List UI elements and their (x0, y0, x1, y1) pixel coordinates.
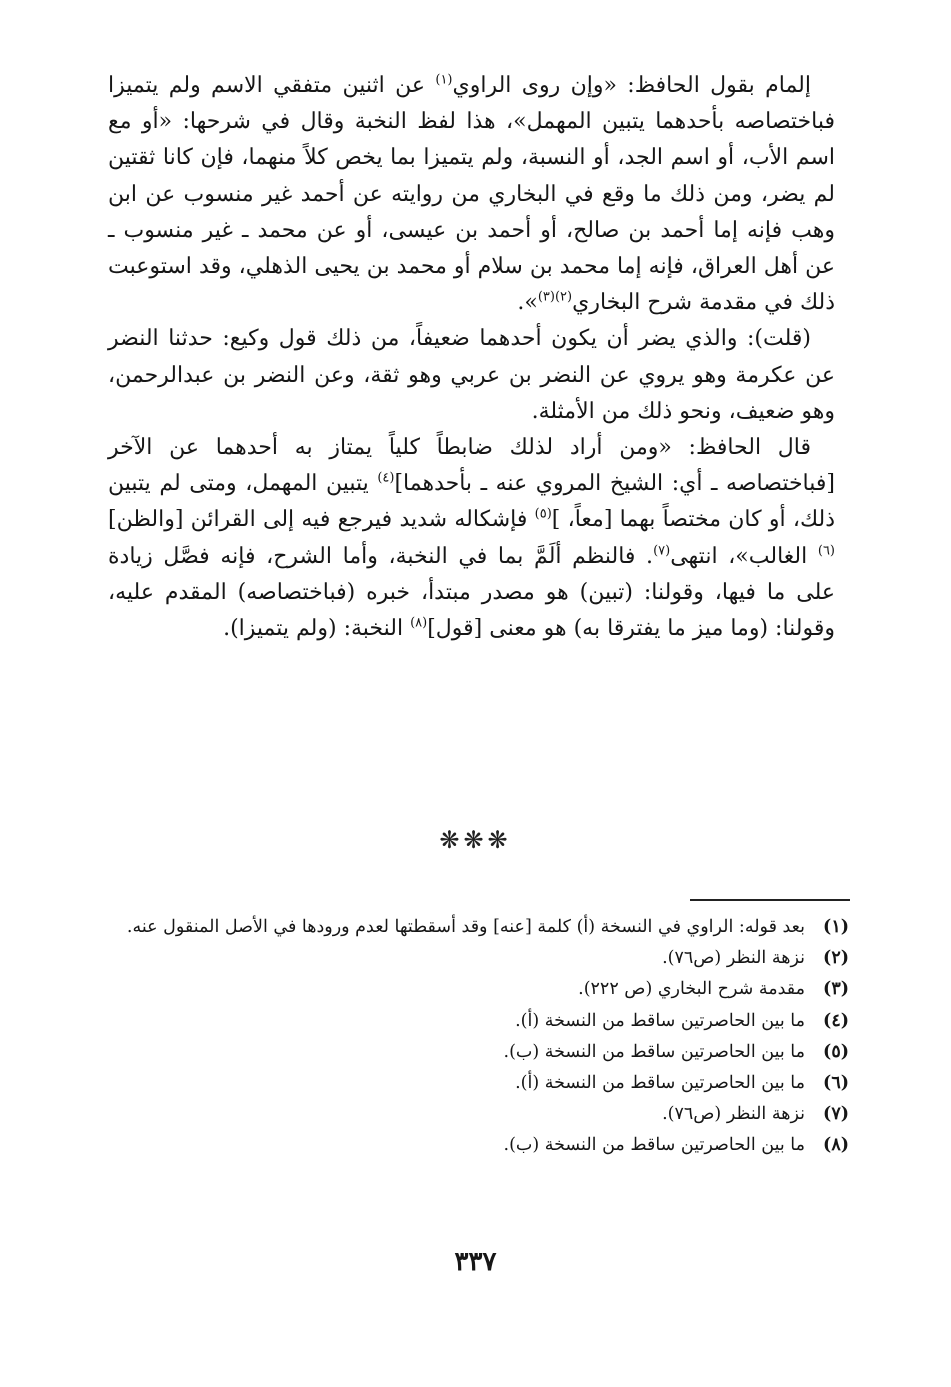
footnote-ref: (٢)(٣) (537, 289, 573, 305)
page-number: ٣٣٧ (454, 1247, 497, 1277)
footnote (104, 943, 849, 974)
main-text (108, 68, 835, 647)
footnote-text: بعد قوله: الراوي في النسخة (أ) كلمة [عنه] وقد أسقطتها لعدم ورودها في الأصل المنقول عنه. (126, 917, 805, 937)
footnote-number: (١) (823, 917, 849, 937)
footnote-ref: (٥) (534, 507, 552, 523)
footnote (104, 974, 849, 1005)
footnote-ref: (٨) (410, 615, 428, 631)
footnote-ref: (٤) (377, 470, 395, 486)
footnote-number: (٣) (823, 979, 849, 1000)
paragraph-1 (108, 68, 835, 321)
section-divider-ornament: ❋❋❋ (439, 826, 512, 854)
footnote-text: نزهة النظر (ص٧٦). (662, 1104, 805, 1125)
footnotes (104, 912, 849, 1162)
footnote-number: (٢) (823, 948, 849, 969)
footnote (104, 1130, 849, 1161)
footnote-text: ما بين الحاصرتين ساقط من النسخة (ب). (503, 1041, 805, 1062)
footnote (104, 1037, 849, 1068)
footnote (104, 1099, 849, 1130)
text-run: يتبين المهمل، ومتى لم يتبين ذلك، أو كان مختصاً بهما [معاً، ] (108, 471, 835, 533)
paragraph-3 (108, 430, 835, 647)
text-run: الغالب»، انتهى (670, 543, 818, 569)
footnote (104, 1068, 849, 1099)
text-run: إلمام بقول الحافظ: «وإن روى الراوي (452, 73, 811, 98)
footnote-number: (٦) (823, 1073, 849, 1094)
footnote-number: (٤) (823, 1010, 849, 1031)
text-run: . فالنظم ألَمَّ بما في النخبة، وأما الشرح، فإنه فصَّل زيادة على ما فيها، وقولنا: (تبين) هو مصدر مبتدأ، خبره (فباختصاصه) المقدم عليه، وقولنا: (وما ميز ما يفترقا به) هو معنى [قول] (108, 543, 835, 642)
footnote-text: ما بين الحاصرتين ساقط من النسخة (ب). (503, 1135, 805, 1156)
text-run: النخبة: (ولم يتميزا). (223, 616, 411, 642)
footnote-number: (٨) (823, 1135, 849, 1156)
text-run: ». (517, 290, 538, 316)
text-run: فإشكاله شديد فيرجع فيه إلى القرائن [والظن] (108, 507, 535, 533)
paragraph-2: (قلت): والذي يضر أن يكون أحدهما ضعيفاً، من ذلك قول وكيع: حدثنا النضر عن عكرمة وهو يروي عن النضر بن عربي وهو ثقة، وعن النضر بن عبدالرحمن، وهو ضعيف، ونحو ذلك من الأمثلة. (108, 326, 835, 424)
footnote (104, 912, 849, 943)
footnote-text: ما بين الحاصرتين ساقط من النسخة (أ). (515, 1010, 805, 1031)
footnote-number: (٥) (823, 1041, 849, 1062)
footnote-text: نزهة النظر (ص٧٦). (662, 948, 805, 969)
footnote-text: مقدمة شرح البخاري (ص ٢٢٢). (578, 979, 805, 1000)
footnote-number: (٧) (823, 1104, 849, 1125)
footnote-separator (690, 899, 850, 901)
text-run: عن اثنين متفقي الاسم ولم يتميزا فباختصاصه بأحدهما يتبين المهمل»، هذا لفظ النخبة وقال في شرحها: «أو مع اسم الأب، أو اسم الجد، أو النسبة، ولم يتميزا بما يخص كلاً منهما، فإن كانا ثقتين لم يضر، ومن ذلك ما وقع في البخاري من روايته عن أحمد غير منسوب عن ابن وهب فإنه إما أحمد بن صالح، أو أحمد بن عيسى، أو عن محمد ـ غير منسوب ـ عن أهل العراق، فإنه إما محمد بن سلام أو محمد بن يحيى الذهلي، وقد استوعبت ذلك في مقدمة شرح البخاري (108, 73, 835, 316)
footnote-ref: (٧) (653, 543, 671, 559)
text-run: قال الحافظ: «ومن أراد لذلك ضابطاً كلياً يمتاز به أحدهما عن الآخر [فباختصاصه ـ أي: الشيخ المروي عنه ـ بأحدهما] (108, 435, 835, 497)
footnote-text: ما بين الحاصرتين ساقط من النسخة (أ). (515, 1073, 805, 1094)
footnote (104, 1006, 849, 1037)
footnote-ref: (٦) (817, 543, 835, 559)
footnote-ref: (١) (435, 72, 453, 88)
